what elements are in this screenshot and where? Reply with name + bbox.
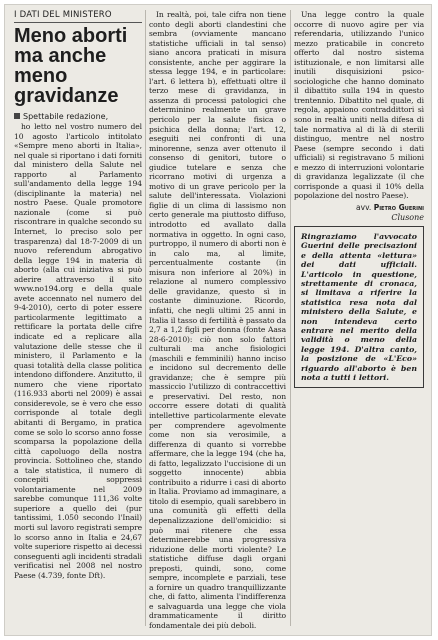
salutation-text: Spettabile redazione, [23,112,109,121]
newspaper-clipping [4,4,432,636]
column-divider [290,10,291,626]
letter-body-part-3: Una legge contro la quale occorre di nuovo agire per via referendaria, utilizzando l'unico mezzo praticabile in concreto offerto dal nostro sistema istituzionale, e non limitarsi alle inutili disquisizioni psico-sociologiche che hanno dominato il dibattito sulla 194 in questo trentennio. Dibattito nel quale, di regola, appaiono contraddittori sì sono in realtà uniti nella difesa di tale normativa al di là di sterili distinguo, mentre nel nostro Paese (sempre secondo i dati ufficiali) si registravano 5 milioni e mezzo di interruzioni volontarie di gravidanza legalizzate (il che corrisponde a quasi il 10% della popolazione del nostro Paese). [294,10,424,201]
column-divider [145,10,146,626]
column-3 [294,10,424,388]
editor-reply-box: Ringraziamo l'avvocato Guerini delle precisazioni e della attenta «lettura» dei dati ufficiali. L'articolo in questione, strettamente di cronaca, si limitava a riferire la statistica resa nota dal ministero della Salute, e non intendeva certo entrare nel merito della validità o meno della legge 194. D'altra canto, la posizione de «L'Eco» riguardo all'aborto è ben nota a tutti i lettori. [294,226,424,389]
salutation [14,112,142,121]
section-kicker: I DATI DEL MINISTERO [14,10,142,23]
letter-body-part-1: ho letto nel vostro numero del 10 agosto l'articolo intitolato «Sempre meno aborti in Italia», nel quale si riportano i dati forniti dal ministero della Salute nel rapporto al Parlamento sull'andamento della legge 194 (disciplinante la materia) nel nostro Paese. Quale promotore nazionale (come si può riscontrare in qualche secondo su Internet, lo preciso solo per trasparenza) dal 18-7-2009 di un nuovo referendum abrogativo della legge 194 in materia di aborto (alla cui iniziativa si può aderire attraverso il sito www.no194.org e della quale avete accennato nel numero del 9-4-2010), certo di poter essere particolarmente legittimato a rettificare la portata delle cifre indicate ed a replicare alla valutazione delle stesse che il ministero, il Parlamento e la quasi totalità della classe politica intendono diffondere. Anzitutto, il numero che viene riportato (116.933 aborti nel 2009) è assai considerevole, se è vero che esso corrisponde al totale degli abitanti di Bergamo, in pratica come se solo lo scorso anno fosse scomparsa la popolazione della città capoluogo della nostra provincia. Sottolineo che, stando a tale statistica, il numero di concepiti soppressi volontariamente nel 2009 sarebbe comunque 111,36 volte superiore a quello dei (pur tantissimi, 1.050 secondo l'Inail) morti sul lavoro registrati sempre lo scorso anno in Italia e 24,67 volte superiore rispetto ai decessi conseguenti agli incidenti stradali verificatisi nel 2008 nel nostro Paese (4.739, fonte Dft). [14,122,142,580]
column-2 [149,10,286,631]
bullet-icon [14,113,20,119]
column-1 [14,10,142,580]
signature [294,203,424,212]
signature-name: Pietro Guerini [373,202,424,212]
signature-city: Clusone [391,212,424,222]
article-headline: Meno aborti ma anche meno gravidanze [14,25,128,107]
signature-prefix: avv. [356,202,372,212]
letter-body-part-2: In realtà, poi, tale cifra non tiene conto degli aborti clandestini che sembra (ovviamente mancano statistiche ufficiali in tal senso) siano ancora praticati in misura consistente, anche per aggirare la stessa legge 194, e in particolare: l'art. 6 lettera b), effettuati oltre il terzo mese di gravidanza, in assenza di processi patologici che determinino realmente un grave pericolo per la salute fisica o psichica della donna; l'art. 12, eseguiti nei confronti di una minorenne, senza aver ottenuto il consenso di genitori, tutore o giudice tutelare e senza che ricorrano motivi di urgenza a motivo di un grave pericolo per la salute dell'interessata. Violazioni figlie di un clima di lassismo non certo generale ma piuttosto diffuso, introdotto ed avallato dalla normativa in oggetto. In ogni caso, purtroppo, il numero di aborti non è in calo ma, al limite, percentualmente costante (in misura non inferiore al 20%) in relazione al numero complessivo delle gravidanze, questo sì in costante diminuzione. Ricordo, infatti, che negli ultimi 25 anni in Italia il tasso di fertilità è passato da 2,7 a 1,2 figli per donna (fonte Aasa 28-6-2010): ciò non solo fattori culturali ma anche fisiologici (maschili e femminili) hanno inciso e incidono sul decremento delle gravidanze; che è sempre più massiccio l'utilizzo di contraccettivi e preservativi. Del resto, non occorre essere dotati di qualità intellettive particolarmente elevate per comprendere agevolmente come non sia verosimile, a differenza di quanto si vorrebbe affermare, che la legge 194 (che ha, di fatto, legalizzato l'uccisione di un soggetto innocente) abbia contribuito a ridurre i casi di aborto in Italia. Proviamo ad immaginare, a titolo di esempio, quali sarebbero in una comunità gli effetti della depenalizzazione dell'omicidio: si può mai ritenere che essa determinerebbe una progressiva riduzione delle morti violente? Le statistiche diffuse dagli organi preposti, quindi, sono, come sempre, incomplete e parziali, tese a fornire un quadro tranquillizzante che, di fatto, alimenta l'indifferenza e salvaguarda una legge che viola drammaticamente il diritto fondamentale dei più deboli. [149,10,287,630]
